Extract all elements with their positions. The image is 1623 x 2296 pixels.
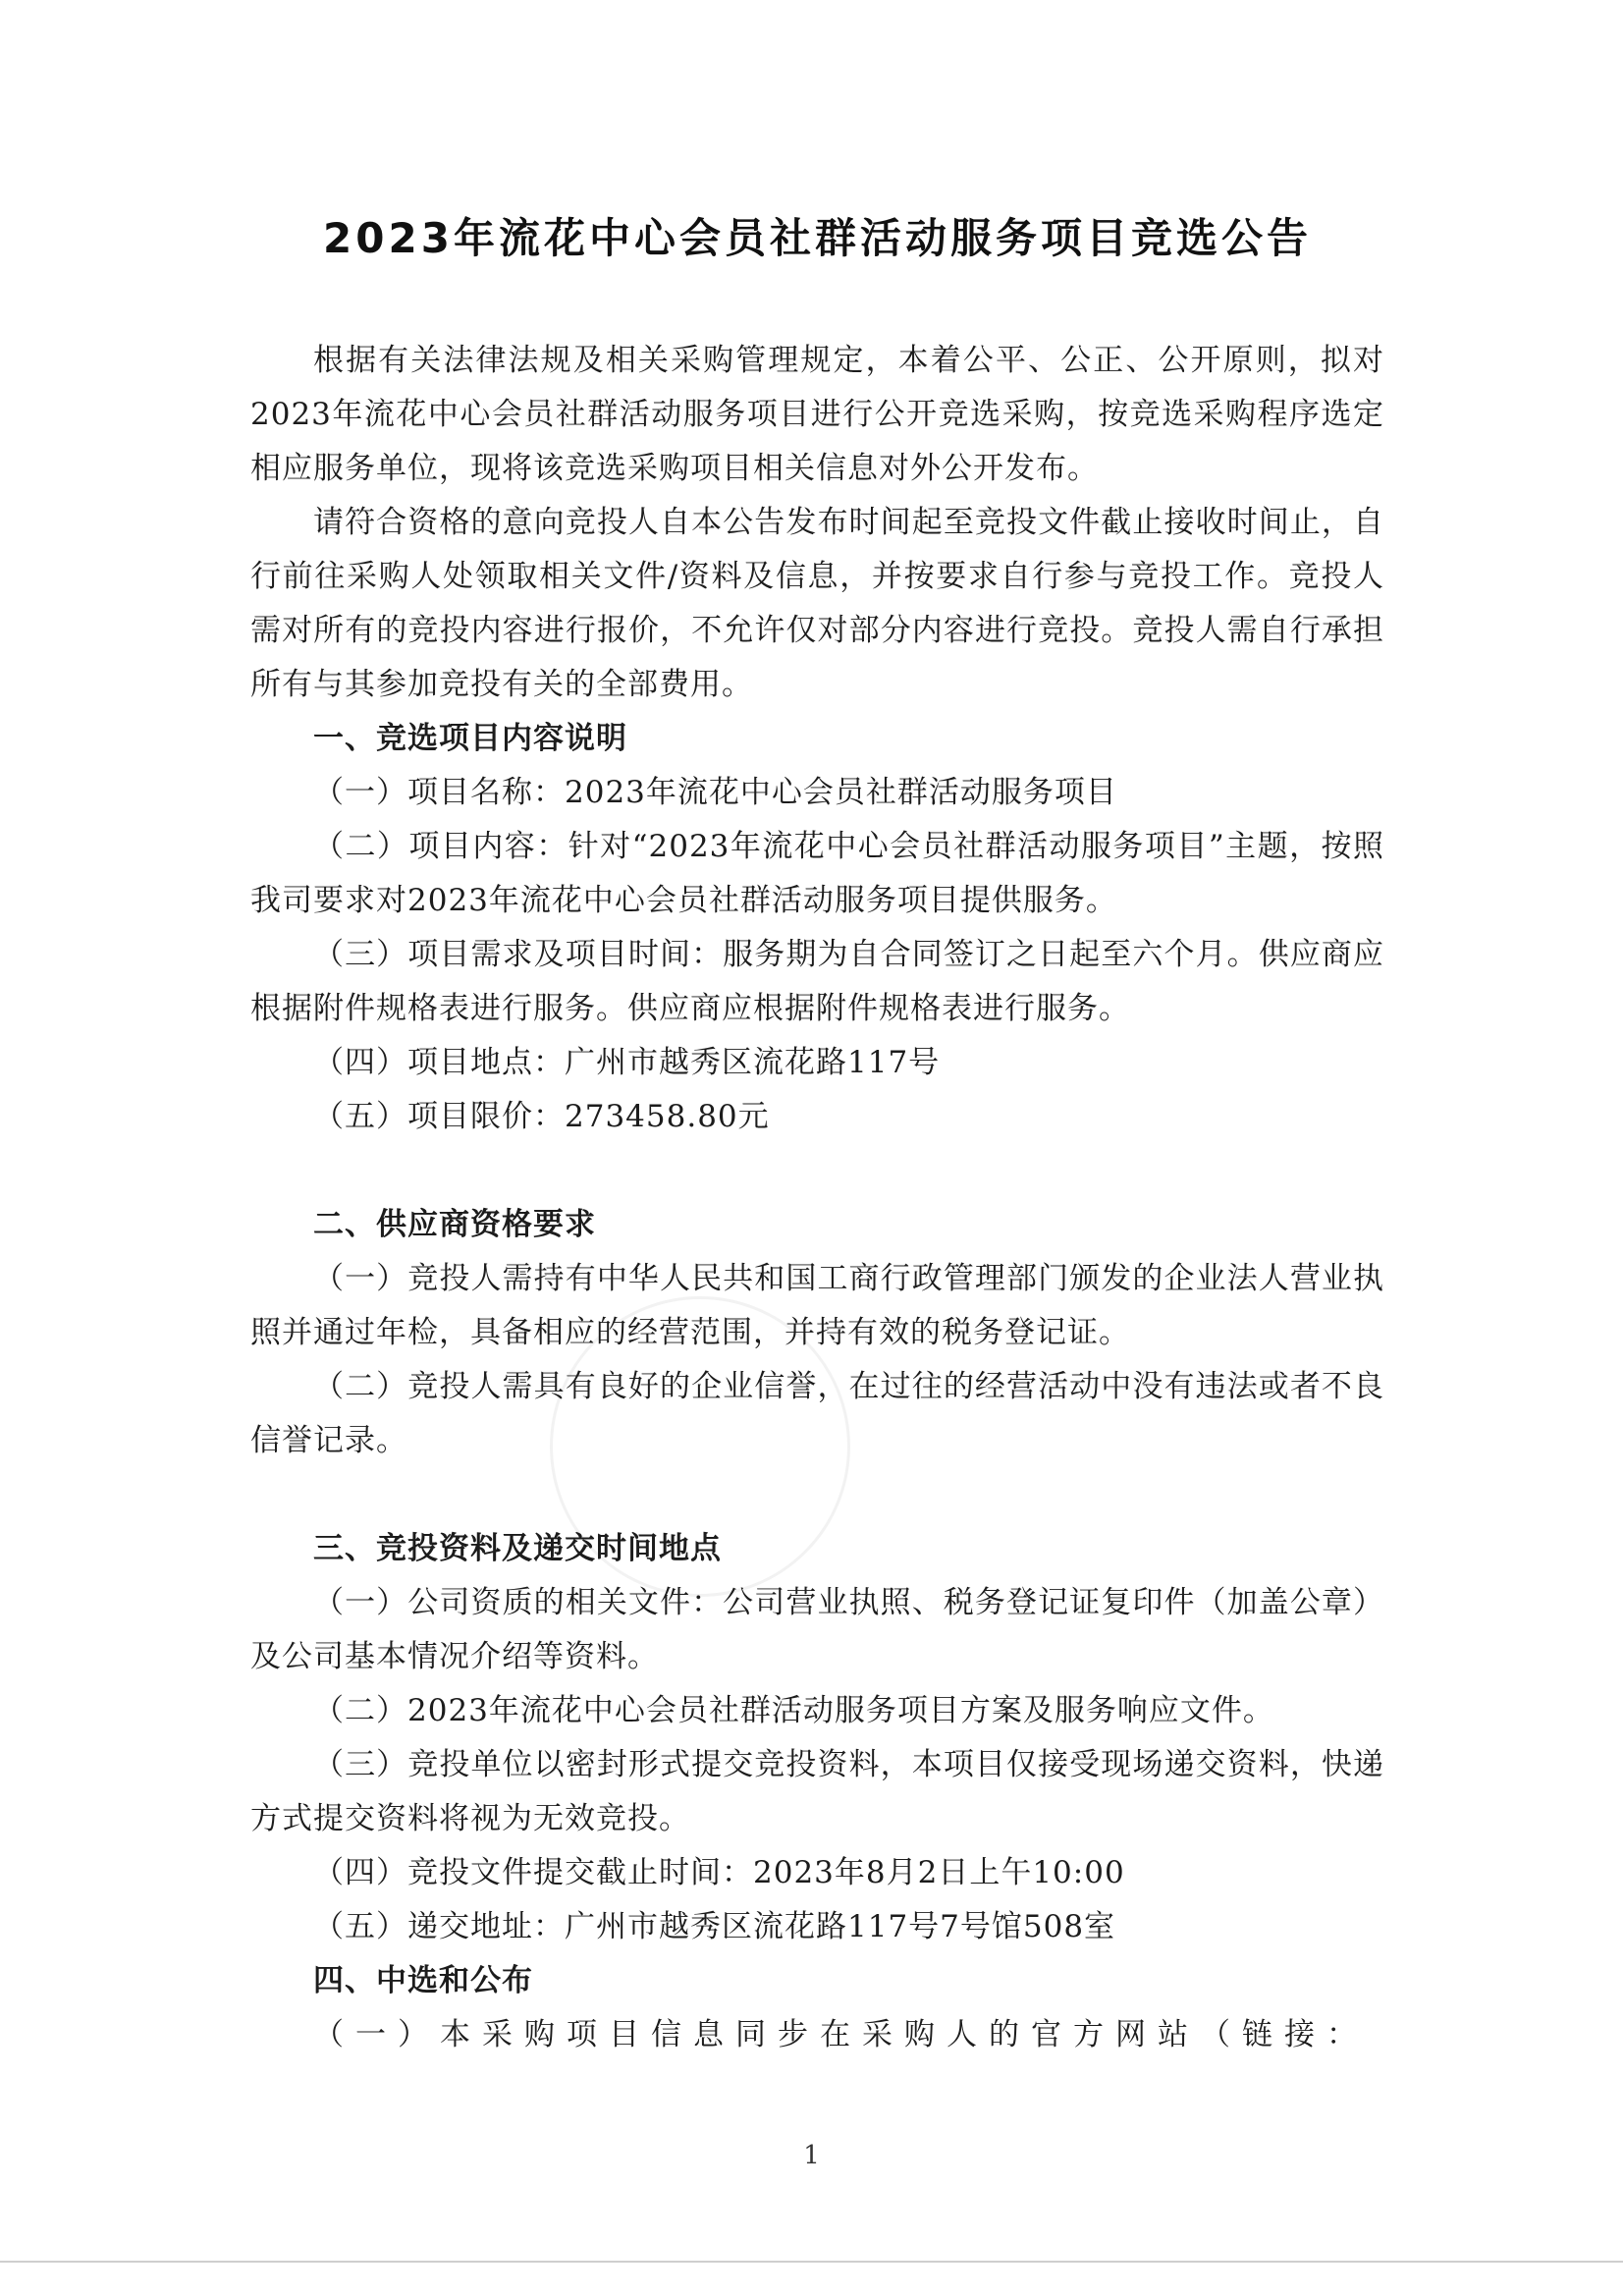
section-1-item-5: （五）项目限价：273458.80元: [313, 1099, 770, 1134]
intro-paragraph-1: 根据有关法律法规及相关采购管理规定，本着公平、公正、公开原则，拟对2023年流花中心会员社群活动服务项目进行公开竞选采购，按竞选采购程序选定相应服务单位，现将该竞选采购项目相关信息对外公开发布。: [250, 343, 1384, 486]
section-2-heading: 二、供应商资格要求: [313, 1207, 596, 1242]
section-2-item-1: （一）竞投人需持有中华人民共和国工商行政管理部门颁发的企业法人营业执照并通过年检，具备相应的经营范围，并持有效的税务登记证。: [250, 1261, 1384, 1350]
section-3-item-4: （四）竞投文件提交截止时间：2023年8月2日上午10:00: [313, 1855, 1125, 1890]
section-1-heading: 一、竞选项目内容说明: [313, 721, 627, 756]
section-3-item-5: （五）递交地址：广州市越秀区流花路117号7号馆508室: [313, 1909, 1116, 1944]
section-1-item-4: （四）项目地点：广州市越秀区流花路117号: [313, 1045, 941, 1080]
section-1-item-1: （一）项目名称：2023年流花中心会员社群活动服务项目: [313, 775, 1117, 810]
section-4-heading: 四、中选和公布: [313, 1963, 533, 1998]
section-4-item-1: （一）本采购项目信息同步在采购人的官方网站（链接：: [313, 2017, 1369, 2052]
scan-edge-line: [0, 2261, 1623, 2263]
intro-paragraph-2: 请符合资格的意向竞投人自本公告发布时间起至竞投文件截止接收时间止，自行前往采购人处领取相关文件/资料及信息，并按要求自行参与竞投工作。竞投人需对所有的竞投内容进行报价，不允许仅对部分内容进行竞投。竞投人需自行承担所有与其参加竞投有关的全部费用。: [250, 505, 1384, 702]
section-gap: [250, 1144, 1384, 1198]
section-1-item-2: （二）项目内容：针对“2023年流花中心会员社群活动服务项目”主题，按照我司要求对2023年流花中心会员社群活动服务项目提供服务。: [250, 829, 1384, 918]
section-3-item-2: （二）2023年流花中心会员社群活动服务项目方案及服务响应文件。: [313, 1693, 1274, 1728]
section-2-item-2: （二）竞投人需具有良好的企业信誉，在过往的经营活动中没有违法或者不良信誉记录。: [250, 1369, 1384, 1458]
document-body: [250, 334, 1384, 2062]
document-title: 2023年流花中心会员社群活动服务项目竞选公告: [323, 214, 1312, 262]
section-1-item-3: （三）项目需求及项目时间：服务期为自合同签订之日起至六个月。供应商应根据附件规格表进行服务。供应商应根据附件规格表进行服务。: [250, 937, 1384, 1026]
section-3-item-3: （三）竞投单位以密封形式提交竞投资料，本项目仅接受现场递交资料，快递方式提交资料将视为无效竞投。: [250, 1747, 1384, 1836]
section-3-item-1: （一）公司资质的相关文件：公司营业执照、税务登记证复印件（加盖公章）及公司基本情况介绍等资料。: [250, 1585, 1384, 1674]
page-number: 1: [803, 2141, 820, 2170]
section-gap: [250, 1468, 1384, 1522]
section-3-heading: 三、竞投资料及递交时间地点: [313, 1531, 722, 1566]
